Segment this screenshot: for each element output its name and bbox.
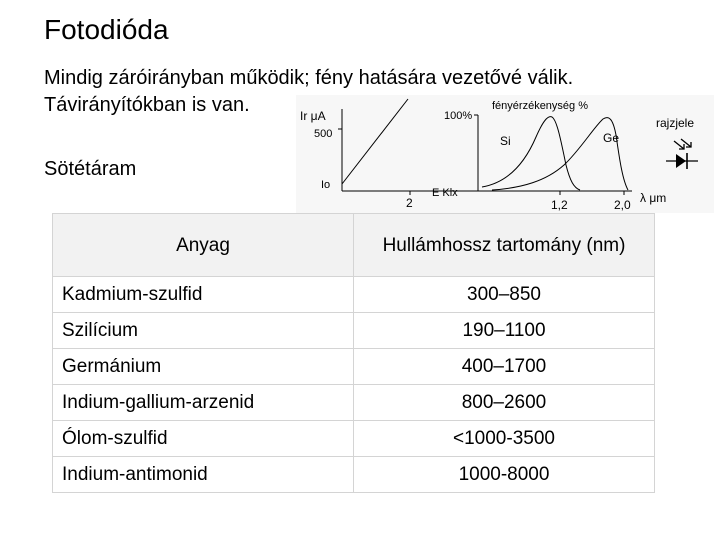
text-line-dark-current: Sötétáram — [44, 158, 137, 180]
photodiode-figure-svg — [296, 95, 714, 213]
spectral-x-label: λ μm — [640, 191, 667, 205]
spectral-x-tick-label-2: 2,0 — [614, 198, 631, 212]
spectral-y-tick-label: 100% — [444, 110, 473, 122]
material-cell: Indium-gallium-arzenid — [53, 385, 354, 421]
symbol-label: rajzjele — [656, 116, 695, 130]
wavelength-cell: <1000-3500 — [354, 421, 655, 457]
slide-title: Fotodióda — [44, 14, 169, 45]
wavelength-cell: 800–2600 — [354, 385, 655, 421]
material-cell: Ólom-szulfid — [53, 421, 354, 457]
table-row — [53, 313, 655, 349]
iv-origin-label: Io — [321, 179, 331, 191]
header-wavelength-range: Hullámhossz tartomány (nm) — [354, 214, 655, 277]
photodiode-figure — [296, 95, 714, 213]
spectral-x-tick-label-1: 1,2 — [551, 198, 568, 212]
text-line-reverse-bias: Mindig záróirányban működik; fény hatására vezetővé válik. — [44, 67, 574, 89]
header-material: Anyag — [53, 214, 354, 277]
iv-x-label: E Klx — [432, 187, 458, 199]
wavelength-cell: 1000-8000 — [354, 457, 655, 493]
table-row — [53, 277, 655, 313]
materials-table — [52, 213, 655, 493]
table-row — [53, 385, 655, 421]
material-cell: Kadmium-szulfid — [53, 277, 354, 313]
iv-x-tick-label: 2 — [406, 196, 413, 210]
spectral-graph-title: fényérzékenység % — [492, 100, 588, 112]
material-cell: Szilícium — [53, 313, 354, 349]
table-row — [53, 349, 655, 385]
table-row — [53, 421, 655, 457]
table-header-row — [53, 214, 655, 277]
material-cell: Germánium — [53, 349, 354, 385]
wavelength-cell: 400–1700 — [354, 349, 655, 385]
text-line-remote-controls: Távirányítókban is van. — [44, 94, 250, 116]
ge-curve-label: Ge — [603, 131, 620, 145]
wavelength-cell: 190–1100 — [354, 313, 655, 349]
si-curve-label: Si — [500, 134, 511, 148]
iv-y-tick-label: 500 — [314, 128, 333, 140]
iv-y-label: Ir μA — [300, 109, 326, 123]
material-cell: Indium-antimonid — [53, 457, 354, 493]
table-row — [53, 457, 655, 493]
wavelength-cell: 300–850 — [354, 277, 655, 313]
